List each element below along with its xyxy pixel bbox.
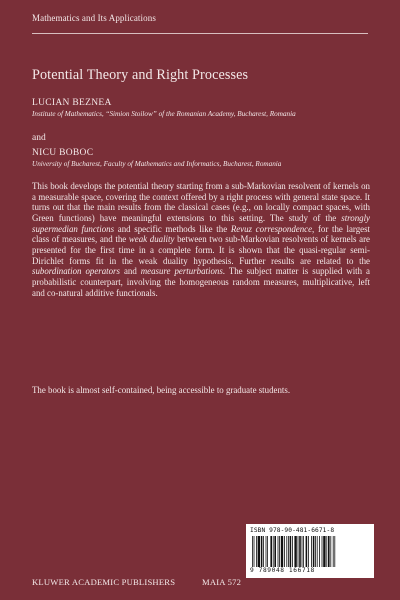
- audience-note: The book is almost self-contained, being accessible to graduate students.: [32, 385, 291, 395]
- description-text: , for the largest class of measures, and the: [32, 223, 371, 245]
- isbn-label: ISBN 978-90-481-6671-8: [250, 527, 335, 534]
- description-emphasis: Revuz correspondence: [230, 223, 313, 234]
- series-title: Mathematics and Its Applications: [32, 13, 156, 23]
- author-affiliation-2: University of Bucharest, Faculty of Mathematics and Informatics, Bucharest, Romania: [32, 160, 282, 168]
- barcode-image: [250, 536, 370, 567]
- header-rule: [32, 33, 368, 34]
- description-emphasis: measure perturbations: [140, 266, 223, 277]
- description-emphasis: subordination operators: [32, 266, 120, 277]
- description-text: and specific methods like the: [114, 223, 231, 234]
- barcode-panel: [246, 524, 374, 578]
- book-title: Potential Theory and Right Processes: [32, 67, 249, 83]
- and-separator: and: [32, 133, 46, 143]
- description-text: . The subject matter is supplied with a probabilistic counterpart, involving the homogeneous random measures, multiplicative, left and co-natural additive functionals.: [32, 266, 370, 298]
- author-name-1: LUCIAN BEZNEA: [32, 98, 112, 108]
- description-text: and: [119, 266, 141, 277]
- ean-number: 9 789048 166718: [250, 567, 315, 574]
- author-affiliation-1: Institute of Mathematics, “Simion Stoilow” of the Romanian Academy, Bucharest, Romania: [32, 110, 296, 118]
- description-text: This book develops the potential theory starting from a sub-Markovian resolvent of kernels on a measurable space, covering the context offered by a right process with general state space. It turns out that the main results from the classical cases (e.g., on locally compact spaces, with Green functions) have meaningful extensions to this setting. The study of the: [32, 181, 370, 223]
- description-emphasis: strongly supermedian functions: [32, 212, 370, 234]
- publisher-name: KLUWER ACADEMIC PUBLISHERS: [32, 577, 176, 587]
- series-code: MAIA 572: [202, 577, 242, 587]
- description-emphasis: weak duality: [128, 234, 175, 245]
- book-description: [32, 181, 370, 298]
- description-text: between two sub-Markovian resolvents of kernels are presented for the first time in a complete form. It is shown that the quasi-regular semi-Dirichlet forms fit in the weak duality hypothesis. Further results are related to the: [32, 234, 370, 266]
- author-name-2: NICU BOBOC: [32, 148, 94, 158]
